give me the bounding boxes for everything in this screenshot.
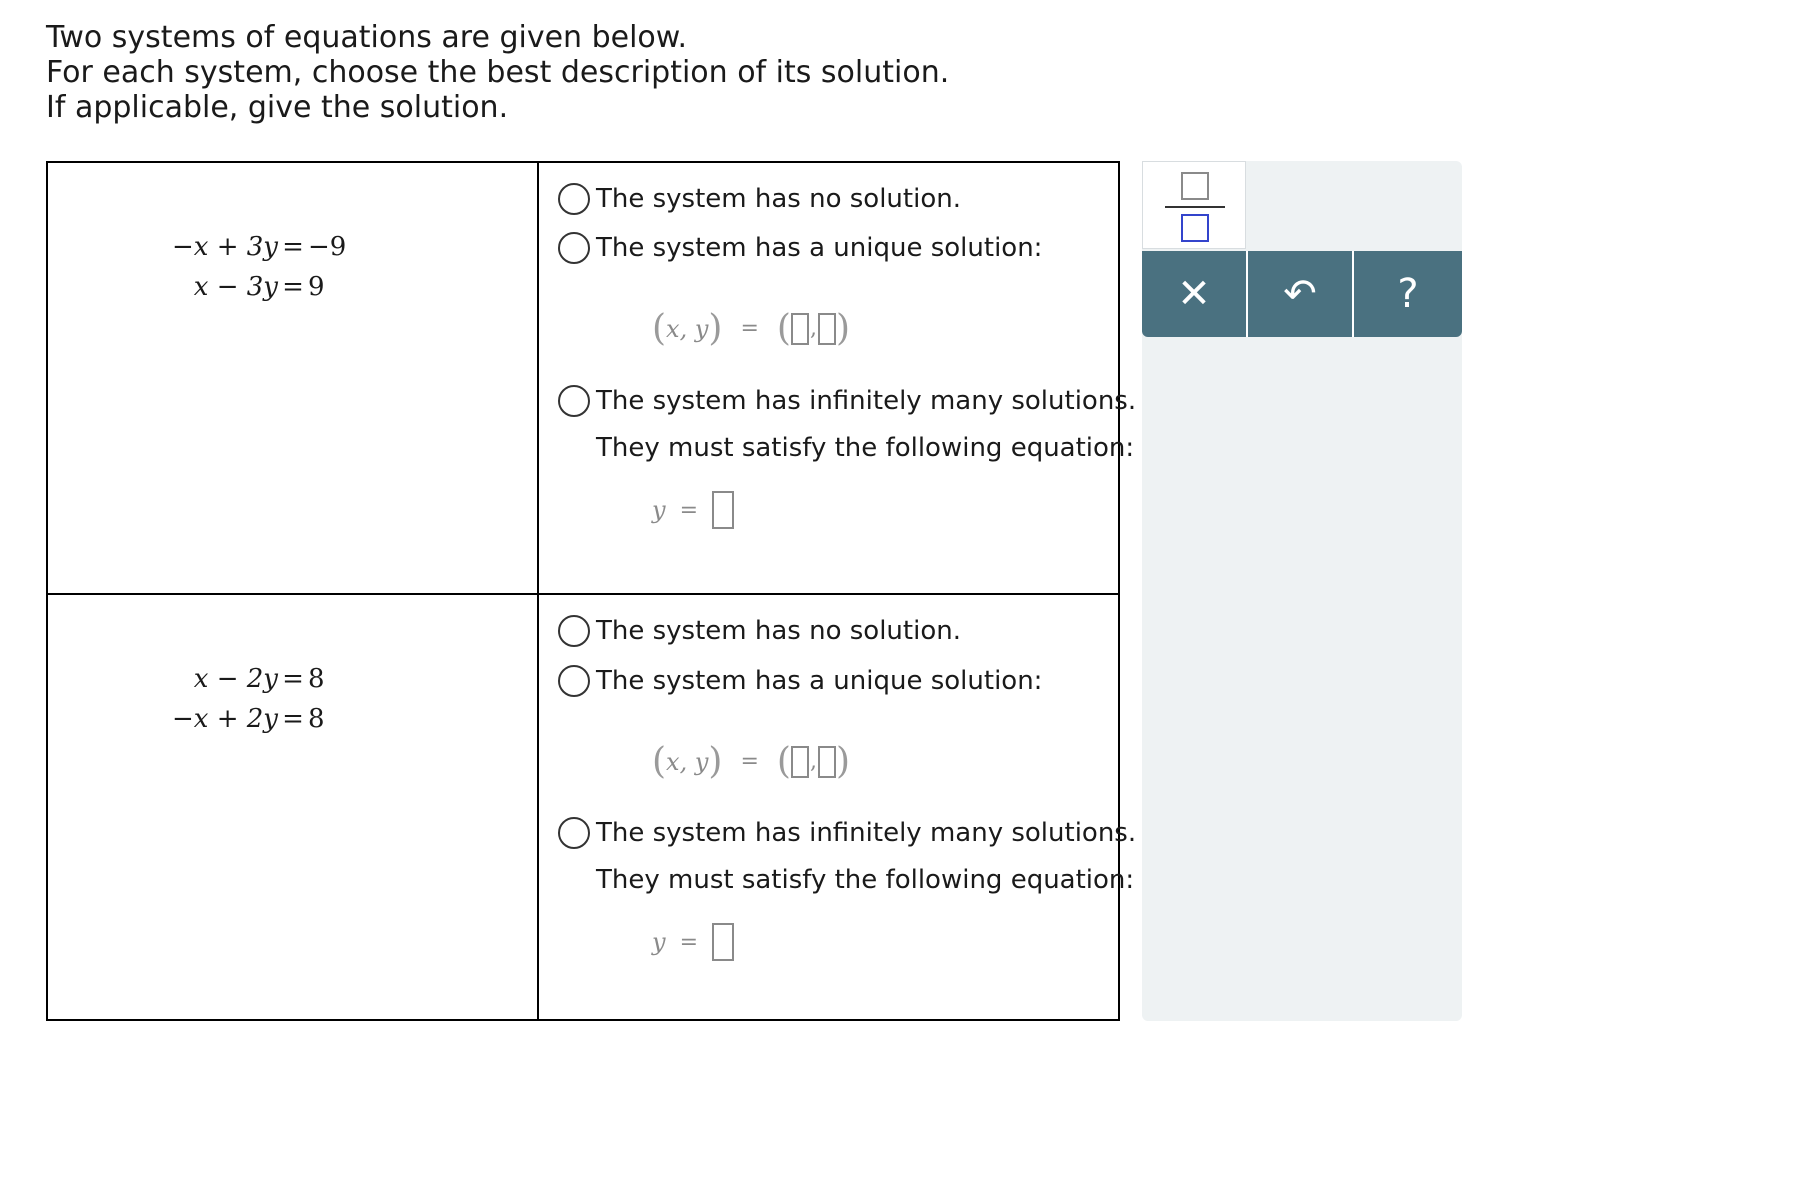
equation-lhs: x − 3y [193, 272, 278, 302]
clear-button[interactable] [1142, 251, 1248, 337]
xy-label: x, y [666, 747, 709, 776]
radio-button[interactable] [558, 665, 590, 697]
comma: , [809, 749, 817, 774]
equation-rhs: 8 [308, 664, 325, 694]
equation [168, 659, 418, 699]
equation-lhs: −x + 3y [172, 232, 278, 262]
system-row-2 [48, 593, 1137, 1023]
answer-options-2 [558, 595, 1137, 1023]
paren: ( [652, 308, 667, 349]
systems-table [46, 161, 1137, 1021]
unique-solution-input [652, 308, 850, 349]
option-label: The system has a unique solution: [596, 233, 1043, 263]
option-label: The system has a unique solution: [596, 666, 1043, 696]
option-label: The system has no solution. [596, 616, 961, 646]
y-input[interactable] [818, 746, 836, 778]
equation-system-2 [168, 659, 418, 739]
option-unique-solution[interactable] [558, 232, 1042, 264]
instruction-line: Two systems of equations are given below. [46, 20, 688, 55]
infinite-equation-input [652, 491, 734, 529]
equals-sign: = [679, 929, 698, 955]
option-label: The system has no solution. [596, 184, 961, 214]
equation-rhs: 8 [308, 704, 325, 734]
y-expression-input[interactable] [712, 491, 734, 529]
fraction-icon [1181, 172, 1209, 200]
paren: ( [652, 741, 667, 782]
y-expression-input[interactable] [712, 923, 734, 961]
equation [168, 699, 418, 739]
xy-label: x, y [666, 314, 709, 343]
infinite-subtext: They must satisfy the following equation: [596, 865, 1135, 895]
close-icon: ✕ [1177, 271, 1211, 317]
option-no-solution[interactable] [558, 615, 961, 647]
option-no-solution[interactable] [558, 183, 961, 215]
equation-equals: = [282, 664, 304, 694]
comma: , [809, 316, 817, 341]
help-icon: ? [1397, 271, 1419, 317]
system-row-1 [48, 163, 1137, 593]
action-buttons [1142, 251, 1462, 337]
math-toolbar [1142, 161, 1462, 1021]
equation-rhs: −9 [308, 232, 347, 262]
infinite-subtext: They must satisfy the following equation: [596, 433, 1135, 463]
y-label: y [652, 928, 666, 956]
instructions [46, 20, 949, 125]
y-label: y [652, 496, 666, 524]
paren: ( [776, 308, 791, 349]
equation-rhs: 9 [308, 272, 325, 302]
option-label: The system has infinitely many solutions. [596, 386, 1137, 416]
equation-equals: = [282, 232, 304, 262]
paren: ) [835, 741, 850, 782]
fraction-icon-denominator [1181, 214, 1209, 242]
radio-button[interactable] [558, 385, 590, 417]
answer-options-1 [558, 163, 1137, 593]
radio-button[interactable] [558, 232, 590, 264]
equation-lhs: x − 2y [193, 664, 278, 694]
x-input[interactable] [791, 313, 809, 345]
paren: ) [708, 741, 723, 782]
radio-button[interactable] [558, 615, 590, 647]
undo-icon: ↶ [1283, 271, 1317, 317]
unique-solution-input [652, 741, 850, 782]
fraction-bar [1165, 206, 1225, 208]
equals-sign: = [740, 316, 759, 341]
paren: ( [776, 741, 791, 782]
equation-equals: = [282, 704, 304, 734]
option-infinite-solutions[interactable] [558, 385, 1136, 417]
equals-sign: = [740, 749, 759, 774]
radio-button[interactable] [558, 817, 590, 849]
instruction-line: For each system, choose the best description of its solution. [46, 55, 950, 90]
help-button[interactable] [1354, 251, 1462, 337]
option-infinite-solutions[interactable] [558, 817, 1136, 849]
undo-button[interactable] [1248, 251, 1354, 337]
instruction-line: If applicable, give the solution. [46, 90, 509, 125]
x-input[interactable] [791, 746, 809, 778]
equals-sign: = [679, 497, 698, 523]
option-label: The system has infinitely many solutions. [596, 818, 1137, 848]
equation-system-1 [168, 227, 418, 307]
fraction-button[interactable] [1142, 161, 1246, 249]
radio-button[interactable] [558, 183, 590, 215]
y-input[interactable] [818, 313, 836, 345]
infinite-equation-input [652, 923, 734, 961]
paren: ) [708, 308, 723, 349]
equation [168, 227, 418, 267]
equation-lhs: −x + 2y [172, 704, 278, 734]
equation-equals: = [282, 272, 304, 302]
paren: ) [835, 308, 850, 349]
equation [168, 267, 418, 307]
option-unique-solution[interactable] [558, 665, 1042, 697]
